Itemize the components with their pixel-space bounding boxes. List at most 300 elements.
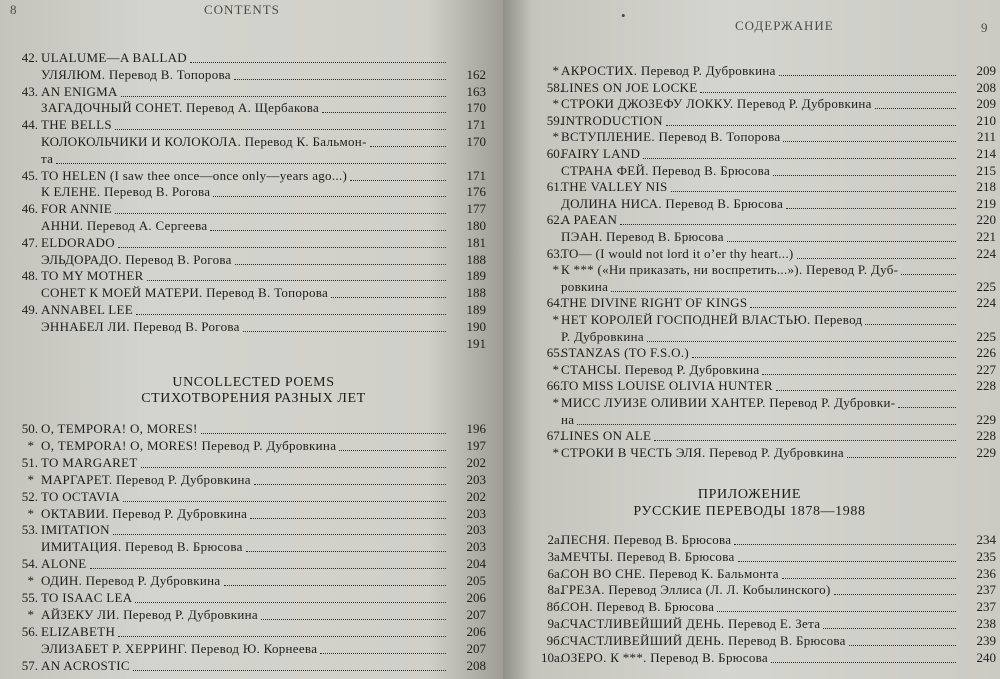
toc-entry (0, 201, 503, 217)
toc-entry (503, 650, 1000, 666)
toc-entry (0, 556, 503, 572)
dot-leader (320, 641, 446, 654)
entry-page-number: 202 (466, 454, 486, 470)
entry-title: ПЕСНЯ. Перевод В. Брюсова (561, 532, 732, 547)
toc-entry (0, 658, 503, 674)
entry-title: СОНЕТ К МОЕЙ МАТЕРИ. Перевод В. Топорова (41, 285, 329, 301)
toc-entry (503, 566, 1000, 582)
left-page-number: 8 (10, 2, 18, 17)
dot-leader (779, 63, 956, 76)
dot-leader (147, 268, 446, 281)
dot-leader (118, 624, 446, 637)
entry-title: THE BELLS (41, 117, 112, 133)
dot-leader (717, 599, 956, 612)
entry-number: 47. (21, 234, 38, 250)
toc-entry (503, 246, 1000, 262)
entry-title: СЧАСТЛИВЕЙШИЙ ДЕНЬ. Перевод В. Брюсова (561, 632, 846, 648)
dot-leader (56, 151, 446, 164)
entry-number: 67. (546, 428, 563, 444)
entry-page-number: 207 (466, 640, 486, 656)
entry-page-number: 214 (976, 146, 996, 161)
dot-leader (898, 395, 956, 408)
entry-page-number: 203 (466, 522, 486, 538)
entry-title: ровкина (561, 278, 609, 294)
entry-number: 56. (21, 623, 38, 639)
dot-leader (224, 573, 446, 586)
dot-leader (823, 616, 956, 629)
toc-entry (0, 252, 503, 268)
dot-leader (849, 633, 956, 646)
entry-page-number: 238 (976, 616, 996, 631)
entry-number: 8б. (546, 599, 563, 615)
dot-leader (783, 129, 956, 142)
toc-entry (503, 196, 1000, 212)
dot-leader (123, 489, 446, 502)
entry-page-number: 191 (466, 335, 486, 351)
dot-leader (254, 472, 446, 485)
new-translation-marker: * (552, 96, 559, 112)
dot-leader (734, 532, 956, 545)
entry-title: СТАНСЫ. Перевод Р. Дубровкина (561, 361, 760, 377)
entry-number: 44. (21, 117, 38, 133)
new-translation-marker: * (27, 573, 34, 589)
entry-number: 2а. (547, 532, 563, 547)
entry-title: ОЗЕРО. К ***. Перевод В. Брюсова (561, 649, 768, 665)
toc-entry (503, 599, 1000, 615)
toc-entry (0, 455, 503, 471)
entry-title: FAIRY LAND (561, 146, 641, 161)
entry-title: ЭЛЬДОРАДО. Перевод В. Рогова (41, 251, 232, 267)
entry-page-number: 203 (466, 471, 486, 487)
dot-leader (647, 329, 956, 342)
toc-entry (0, 285, 503, 301)
entry-number: 6а. (547, 565, 563, 581)
entry-page-number: 224 (976, 245, 996, 261)
toc-entry (503, 428, 1000, 444)
dot-leader (773, 163, 956, 176)
dot-leader (611, 279, 956, 292)
entry-page-number: 235 (976, 548, 996, 564)
entry-page-number: 162 (466, 66, 486, 82)
entry-page-number: 170 (466, 100, 486, 116)
dot-leader (118, 235, 446, 248)
entry-title: ЗАГАДОЧНЫЙ СОНЕТ. Перевод А. Щербакова (41, 100, 320, 116)
dot-leader (115, 117, 446, 130)
entry-title: TO ISAAC LEA (41, 590, 133, 605)
toc-entry (0, 590, 503, 606)
entry-title: ВСТУПЛЕНИЕ. Перевод В. Топорова (561, 129, 781, 145)
entry-title: A PAEAN (561, 212, 618, 228)
entry-page-number: 229 (976, 444, 996, 460)
dot-leader (113, 522, 446, 535)
entry-title: МИСС ЛУИЗЕ ОЛИВИИ ХАНТЕР. Перевод Р. Дубровки- (561, 395, 896, 410)
new-translation-marker: * (552, 312, 559, 327)
dot-leader (261, 607, 446, 620)
entry-number: 52. (21, 488, 38, 504)
entry-page-number: 197 (466, 437, 486, 453)
dot-leader (90, 556, 446, 569)
entry-title: LINES ON ALE (561, 428, 652, 444)
entry-page-number: 171 (466, 167, 486, 183)
entry-title: АЙЗЕКУ ЛИ. Перевод Р. Дубровкина (41, 606, 258, 622)
entry-page-number: 221 (976, 229, 996, 244)
entry-title: МАРГАРЕТ. Перевод Р. Дубровкина (41, 471, 251, 487)
dot-leader (331, 285, 446, 298)
entry-page-number: 163 (466, 83, 486, 99)
entry-page-number: 188 (466, 251, 486, 267)
entry-number: 9б. (546, 632, 563, 648)
toc-entry (503, 445, 1000, 461)
dot-leader (322, 100, 446, 113)
entry-page-number: 208 (976, 79, 996, 95)
dot-leader (135, 590, 446, 603)
entry-page-number: 215 (976, 162, 996, 178)
toc-entry (503, 163, 1000, 179)
entry-title: ПЭАН. Перевод В. Брюсова (561, 229, 724, 244)
toc-entry (503, 146, 1000, 162)
dot-leader (235, 252, 446, 265)
right-running-head: СОДЕРЖАНИЕ (735, 18, 834, 33)
entry-page-number: 229 (976, 411, 996, 427)
entry-title: LINES ON JOE LOCKE (561, 79, 698, 95)
entry-title: THE DIVINE RIGHT OF KINGS (561, 295, 748, 311)
dot-leader (834, 582, 956, 595)
dot-leader (620, 212, 956, 225)
entry-page-number: 207 (466, 606, 486, 622)
entry-page-number: 180 (466, 218, 486, 233)
toc-entry (503, 80, 1000, 96)
entry-page-number: 181 (466, 234, 486, 250)
dot-leader (727, 229, 956, 242)
dot-leader (797, 246, 956, 259)
entry-title: FOR ANNIE (41, 201, 112, 217)
entry-page-number: 190 (466, 318, 486, 334)
entry-title: К ЕЛЕНЕ. Перевод В. Рогова (41, 184, 211, 200)
entry-page-number: 170 (466, 134, 486, 149)
entry-title: AN ENIGMA (41, 83, 118, 99)
right-ornament: • (621, 8, 627, 23)
entry-title: TO OCTAVIA (41, 488, 121, 504)
entry-number: 62. (546, 212, 563, 228)
entry-page-number: 202 (466, 488, 486, 504)
entry-page-number: 203 (466, 539, 486, 555)
entry-number: 43. (21, 83, 38, 99)
entry-title: МЕЧТЫ. Перевод В. Брюсова (561, 548, 735, 564)
entry-number: 53. (21, 522, 38, 538)
dot-leader (133, 658, 446, 671)
dot-leader (121, 84, 446, 97)
entry-number: 55. (21, 590, 38, 605)
dot-leader (700, 80, 956, 93)
right-section-subtitle: РУССКИЕ ПЕРЕВОДЫ 1878—1988 (633, 504, 866, 519)
entry-page-number: 227 (976, 361, 996, 377)
toc-entry (503, 179, 1000, 195)
entry-number: 51. (21, 454, 38, 470)
dot-leader (577, 412, 956, 425)
entry-page-number: 228 (976, 428, 996, 444)
entry-title: ELDORADO (41, 234, 115, 250)
toc-entry (0, 506, 503, 522)
dot-leader (750, 295, 956, 308)
dot-leader (350, 168, 446, 181)
dot-leader (692, 345, 956, 358)
toc-entry (0, 67, 503, 83)
toc-entry (0, 134, 503, 150)
entry-title: на (561, 411, 575, 427)
right-section-title: ПРИЛОЖЕНИЕ (697, 487, 802, 502)
entry-title: К *** («Ни приказать, ни воспретить...»). Перевод Р. Дуб- (561, 262, 899, 278)
toc-entry (503, 229, 1000, 245)
toc-entry (0, 421, 503, 437)
entry-title: ALONE (41, 556, 87, 572)
left-running-head: CONTENTS (204, 2, 280, 17)
entry-page-number: 205 (466, 573, 486, 589)
entry-page-number: 188 (466, 285, 486, 301)
entry-title: TO MY MOTHER (41, 268, 144, 284)
entry-title: НЕТ КОРОЛЕЙ ГОСПОДНЕЙ ВЛАСТЬЮ. Перевод (561, 312, 863, 327)
entry-number: 65. (546, 345, 563, 361)
entry-page-number: 196 (466, 421, 486, 436)
dot-leader (246, 539, 446, 552)
entry-number: 58. (546, 79, 563, 95)
dot-leader (901, 262, 956, 275)
entry-number: 57. (21, 657, 38, 673)
dot-leader (738, 549, 956, 562)
entry-page-number: 225 (976, 328, 996, 344)
dot-leader (243, 319, 446, 332)
dot-leader (136, 302, 446, 315)
toc-entry (503, 212, 1000, 228)
entry-title: TO MISS LOUISE OLIVIA HUNTER (561, 378, 773, 394)
toc-entry (0, 319, 503, 335)
new-translation-marker: * (27, 505, 34, 521)
entry-page-number: 176 (466, 184, 486, 200)
new-translation-marker: * (27, 606, 34, 622)
entry-title: STANZAS (TO F.S.O.) (561, 345, 689, 361)
dot-leader (666, 113, 956, 126)
left-section-title-en: UNCOLLECTED POEMS (172, 375, 335, 390)
entry-title: AN ACROSTIC (41, 657, 130, 673)
dot-leader (370, 134, 446, 147)
entry-number: 45. (21, 167, 38, 183)
new-translation-marker: * (27, 437, 34, 453)
toc-entry (0, 522, 503, 538)
entry-title: О, TEMPORA! О, MORES! Перевод Р. Дубровкина (41, 437, 337, 453)
dot-leader (786, 196, 956, 209)
dot-leader (847, 445, 956, 458)
entry-title: ГРЕЗА. Перевод Эллиса (Л. Л. Кобылинского) (561, 582, 831, 598)
entry-title: ИМИТАЦИЯ. Перевод В. Брюсова (41, 539, 243, 555)
new-translation-marker: * (552, 63, 559, 78)
toc-entry (0, 641, 503, 657)
new-translation-marker: * (27, 471, 34, 487)
entry-title: INTRODUCTION (561, 112, 663, 128)
toc-entry (503, 279, 1000, 295)
toc-entry (0, 539, 503, 555)
new-translation-marker: * (552, 262, 559, 278)
toc-entry (0, 268, 503, 284)
entry-page-number: 209 (976, 63, 996, 78)
entry-number: 66. (546, 378, 563, 394)
toc-entry (503, 582, 1000, 598)
entry-title: ОДИН. Перевод Р. Дубровкина (41, 573, 221, 589)
new-translation-marker: * (552, 444, 559, 460)
entry-page-number: 206 (466, 623, 486, 639)
entry-title: TO— (I would not lord it o’er thy heart...) (561, 245, 794, 261)
entry-page-number: 204 (466, 556, 486, 572)
toc-entry (503, 262, 1000, 278)
entry-title: Р. Дубровкина (561, 328, 644, 344)
entry-number: 42. (21, 50, 38, 65)
toc-entry (503, 295, 1000, 311)
entry-number: 60. (546, 146, 563, 161)
entry-number: 59. (546, 112, 563, 128)
entry-number: 49. (21, 302, 38, 317)
toc-entry (0, 573, 503, 589)
entry-page-number: 189 (466, 302, 486, 317)
toc-entry (503, 312, 1000, 328)
entry-page-number: 239 (976, 632, 996, 648)
dot-leader (190, 50, 446, 63)
entry-page-number: 236 (976, 565, 996, 581)
new-translation-marker: * (552, 361, 559, 377)
left-section-title-ru: СТИХОТВОРЕНИЯ РАЗНЫХ ЛЕТ (141, 391, 366, 406)
toc-entry (503, 549, 1000, 565)
dot-leader (115, 201, 446, 214)
entry-page-number: 237 (976, 599, 996, 615)
dot-leader (643, 146, 956, 159)
entry-number: 50. (21, 421, 38, 436)
entry-title: TO HELEN (I saw thee once—once only—years ago...) (41, 167, 348, 183)
entry-title: СТРОКИ ДЖОЗЕФУ ЛОККУ. Перевод Р. Дубровкина (561, 96, 872, 112)
dot-leader (782, 566, 956, 579)
dot-leader (234, 67, 446, 80)
toc-entry (503, 362, 1000, 378)
toc-entry (503, 412, 1000, 428)
entry-title: ЭЛИЗАБЕТ Р. ХЕРРИНГ. Перевод Ю. Корнеева (41, 640, 318, 656)
entry-title: СОН ВО СНЕ. Перевод К. Бальмонта (561, 565, 779, 581)
toc-entry (503, 633, 1000, 649)
dot-leader (141, 455, 446, 468)
toc-entry (0, 50, 503, 66)
entry-title: ANNABEL LEE (41, 302, 133, 317)
toc-entry (0, 117, 503, 133)
toc-entry (503, 395, 1000, 411)
toc-entry (0, 235, 503, 251)
entry-page-number: 218 (976, 179, 996, 195)
entry-title: СТРОКИ В ЧЕСТЬ ЭЛЯ. Перевод Р. Дубровкина (561, 444, 844, 460)
entry-number: 10а. (540, 649, 563, 665)
toc-entry (0, 151, 503, 167)
entry-number: 46. (21, 201, 38, 217)
entry-title: АННИ. Перевод А. Сергеева (41, 218, 208, 233)
toc-entry (0, 218, 503, 234)
dot-leader (865, 312, 956, 325)
toc-entry (503, 129, 1000, 145)
entry-title: та (41, 150, 54, 166)
toc-entry (0, 472, 503, 488)
dot-leader (654, 428, 956, 441)
entry-number: 8а. (547, 582, 563, 598)
right-page-number: 9 (981, 20, 989, 35)
dot-leader (213, 184, 446, 197)
dot-leader (210, 218, 446, 231)
toc-entry (0, 84, 503, 100)
entry-title: СОН. Перевод В. Брюсова (561, 599, 715, 615)
entry-title: ОКТАВИИ. Перевод Р. Дубровкина (41, 505, 248, 521)
dot-leader (671, 179, 956, 192)
entry-title: ELIZABETH (41, 623, 116, 639)
toc-entry (0, 302, 503, 318)
entry-page-number: 209 (976, 96, 996, 112)
entry-number: 3а. (547, 548, 563, 564)
dot-leader (776, 378, 956, 391)
entry-page-number: 228 (976, 378, 996, 394)
entry-title: КОЛОКОЛЬЧИКИ И КОЛОКОЛА. Перевод К. Бальмон- (41, 134, 367, 149)
entry-title: THE VALLEY NIS (561, 179, 668, 195)
entry-title: ЭННАБЕЛ ЛИ. Перевод В. Рогова (41, 318, 240, 334)
entry-title: ULALUME—A BALLAD (41, 50, 187, 65)
entry-page-number: 225 (976, 278, 996, 294)
toc-entry (0, 489, 503, 505)
entry-title: ДОЛИНА НИСА. Перевод В. Брюсова (561, 195, 784, 211)
entry-title: TO MARGARET (41, 454, 138, 470)
toc-entry (503, 378, 1000, 394)
right-page (503, 0, 1000, 679)
toc-entry (0, 100, 503, 116)
toc-entry (503, 329, 1000, 345)
entry-page-number: 177 (466, 201, 486, 217)
entry-number: 48. (21, 268, 38, 284)
entry-page-number: 189 (466, 268, 486, 284)
toc-entry (503, 345, 1000, 361)
entry-title: СТРАНА ФЕЙ. Перевод В. Брюсова (561, 162, 771, 178)
entry-page-number: 240 (976, 649, 996, 665)
toc-entry (503, 113, 1000, 129)
entry-title: АКРОСТИХ. Перевод Р. Дубровкина (561, 63, 776, 78)
toc-entry (0, 438, 503, 454)
entry-page-number: 203 (466, 505, 486, 521)
entry-title: O, TEMPORA! O, MORES! (41, 421, 198, 436)
dot-leader (771, 650, 956, 663)
toc-entry (0, 607, 503, 623)
entry-page-number: 234 (976, 532, 996, 547)
toc-entry (503, 63, 1000, 79)
toc-entry (0, 168, 503, 184)
dot-leader (250, 506, 446, 519)
new-translation-marker: * (552, 395, 559, 410)
dot-leader (201, 421, 446, 434)
entry-page-number: 171 (466, 117, 486, 133)
entry-number: 63. (546, 245, 563, 261)
entry-number: 54. (21, 556, 38, 572)
toc-entry (503, 96, 1000, 112)
toc-entry (0, 336, 503, 352)
entry-number: 61. (546, 179, 563, 195)
entry-page-number: 219 (976, 195, 996, 211)
entry-number: 9а. (547, 616, 563, 631)
entry-title: СЧАСТЛИВЕЙШИЙ ДЕНЬ. Перевод Е. Зета (561, 616, 821, 631)
entry-page-number: 224 (976, 295, 996, 311)
entry-page-number: 220 (976, 212, 996, 228)
entry-title: УЛЯЛЮМ. Перевод В. Топорова (41, 66, 231, 82)
entry-title: IMITATION (41, 522, 110, 538)
toc-entry (0, 624, 503, 640)
toc-entry (503, 616, 1000, 632)
dot-leader (762, 362, 956, 375)
toc-entry (0, 184, 503, 200)
entry-page-number: 237 (976, 582, 996, 598)
